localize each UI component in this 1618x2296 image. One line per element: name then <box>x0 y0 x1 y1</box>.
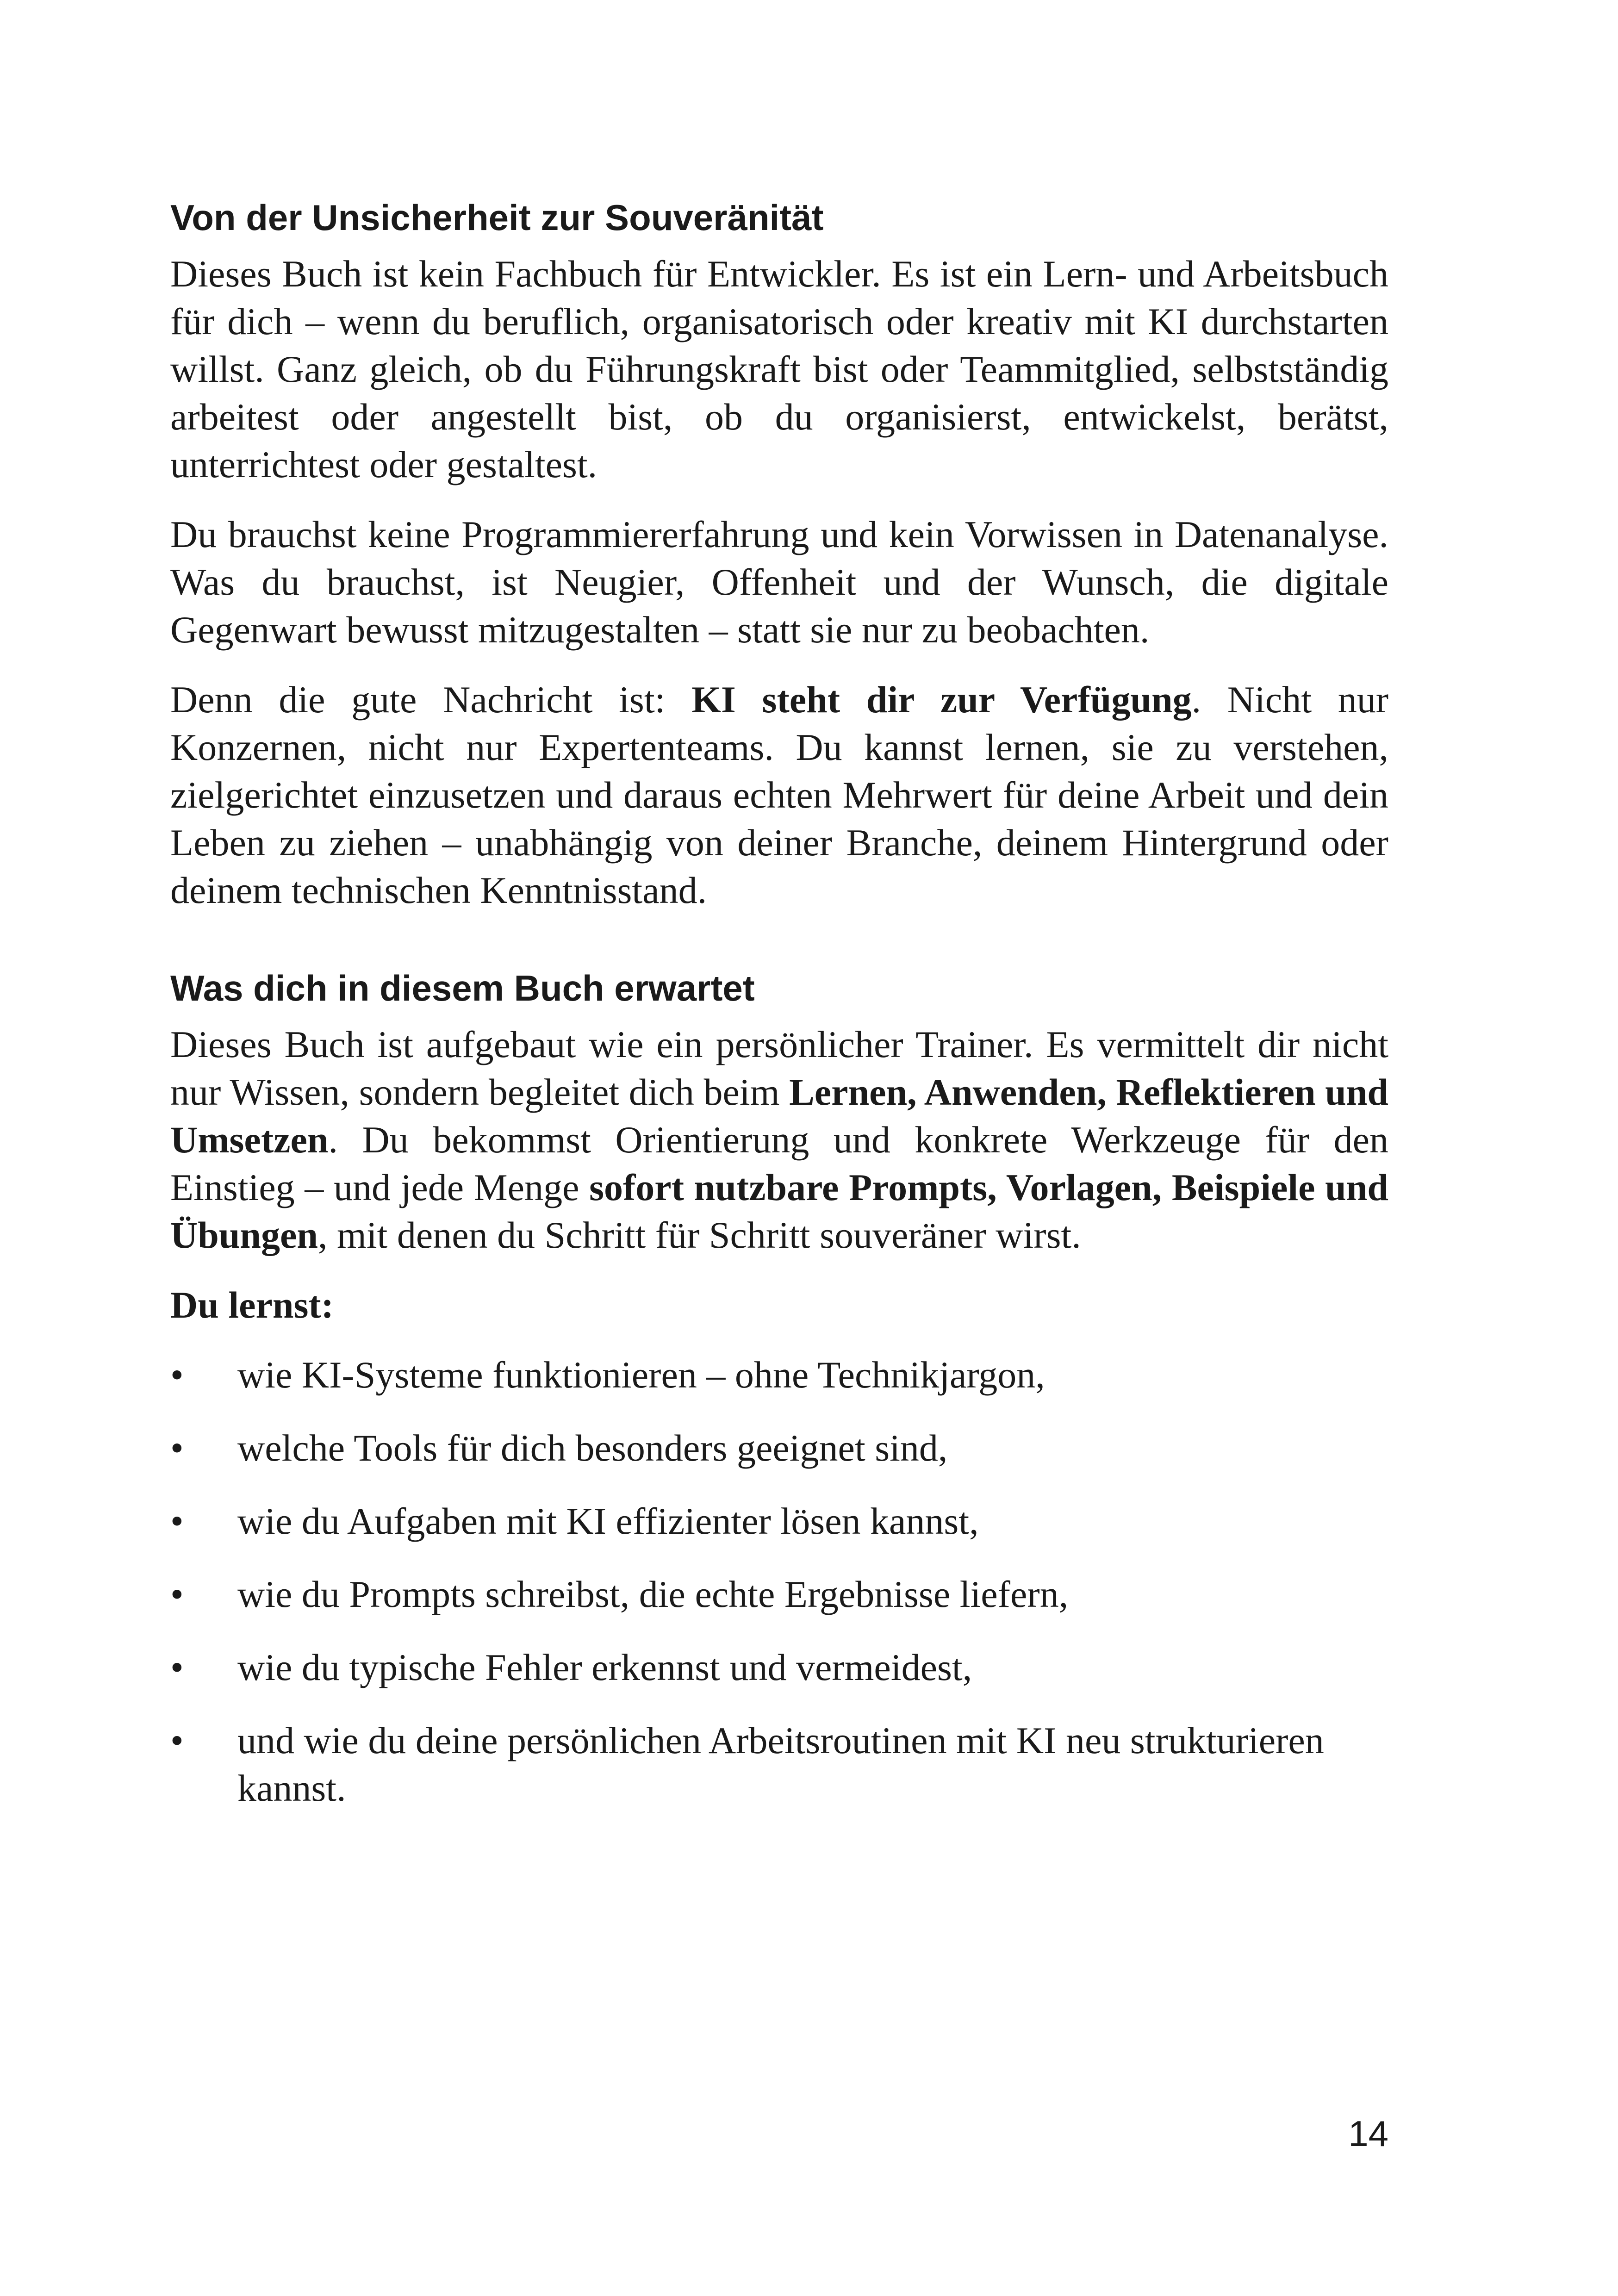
bullet-icon: • <box>170 1354 184 1396</box>
text-run: , mit denen du Schritt für Schritt souveräner wirst. <box>318 1214 1081 1256</box>
bullet-icon: • <box>170 1573 184 1615</box>
paragraph-requirements: Du brauchst keine Programmiererfahrung und kein Vorwissen in Datenanalyse. Was du brauchst, ist Neugier, Offenheit und der Wunsch, die digitale Gegenwart bewusst mitzugestalten – statt sie nur zu beobachten. <box>170 513 1388 651</box>
list-item <box>170 1351 1388 1399</box>
list-item-text: wie du typische Fehler erkennst und vermeidest, <box>237 1646 972 1688</box>
list-item-text: wie KI-Systeme funktionieren – ohne Technikjargon, <box>237 1354 1045 1396</box>
text-run: . Du bekommst Orientierung und konkrete Werkzeuge für den Einstieg – und jede Menge <box>170 1119 1388 1208</box>
list-item <box>170 1424 1388 1472</box>
section-heading-erwartet: Was dich in diesem Buch erwartet <box>170 968 755 1008</box>
paragraph-trainer <box>170 1020 1388 1259</box>
list-item <box>170 1570 1388 1618</box>
list-item-text: welche Tools für dich besonders geeignet sind, <box>237 1427 948 1469</box>
bullet-icon: • <box>170 1427 184 1469</box>
bold-text-run: Lernen, Anwenden, Reflektieren und Umsetzen <box>170 1071 1388 1161</box>
bullet-icon: • <box>170 1719 184 1761</box>
learning-list <box>170 1351 1388 1812</box>
page-content <box>170 194 1388 1837</box>
text-run: Dieses Buch ist aufgebaut wie ein persönlicher Trainer. Es vermittelt dir nicht nur Wissen, sondern begleitet dich beim <box>170 1023 1388 1113</box>
paragraph-good-news <box>170 676 1388 914</box>
text-run: Denn die gute Nachricht ist: <box>170 678 692 721</box>
paragraph-intro: Dieses Buch ist kein Fachbuch für Entwickler. Es ist ein Lern- und Arbeitsbuch für dich – wenn du beruflich, organisatorisch oder kreativ mit KI durchstarten willst. Ganz gleich, ob du Führungskraft bist oder Teammitglied, selbstständig arbeitest oder angestellt bist, ob du organisierst, entwickelst, berätst, unterrichtest oder gestaltest. <box>170 253 1388 485</box>
list-item-text: und wie du deine persönlichen Arbeitsroutinen mit KI neu strukturieren kannst. <box>237 1719 1324 1809</box>
bullet-icon: • <box>170 1500 184 1542</box>
bold-text-run: sofort nutzbare Prompts, Vorlagen, Beispiele und Übungen <box>170 1166 1388 1256</box>
list-item-text: wie du Aufgaben mit KI effizienter lösen kannst, <box>237 1500 979 1542</box>
list-label: Du lernst: <box>170 1284 334 1326</box>
list-item <box>170 1643 1388 1691</box>
text-run: . Nicht nur Konzernen, nicht nur Expertenteams. Du kannst lernen, sie zu verstehen, zielgerichtet einzusetzen und daraus echten Mehrwert für deine Arbeit und dein Leben zu ziehen – unabhängig von deiner Branche, deinem Hintergrund oder deinem technischen Kenntnisstand. <box>170 678 1389 911</box>
section-heading-souveraenitaet: Von der Unsicherheit zur Souveränität <box>170 197 824 238</box>
bullet-icon: • <box>170 1646 184 1688</box>
list-item <box>170 1717 1388 1812</box>
bold-text-run: KI steht dir zur Verfügung <box>691 678 1192 721</box>
list-item <box>170 1497 1388 1545</box>
page-number: 14 <box>1348 2113 1388 2154</box>
list-item-text: wie du Prompts schreibst, die echte Ergebnisse liefern, <box>237 1573 1069 1615</box>
